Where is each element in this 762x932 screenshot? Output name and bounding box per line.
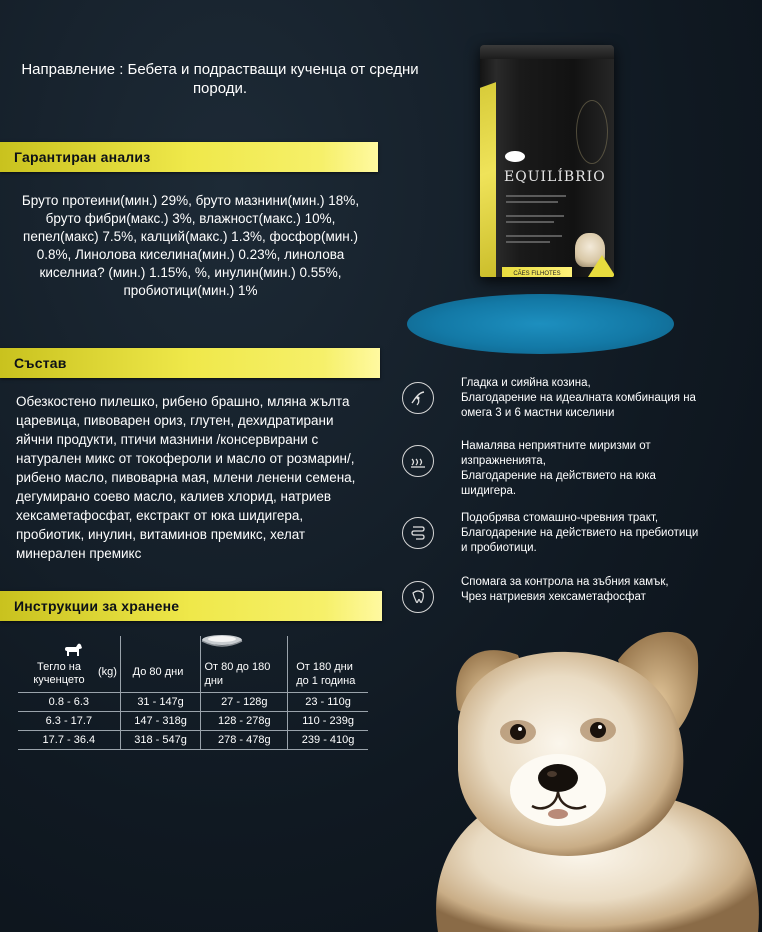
column-header: От 180 дни xyxy=(296,661,353,673)
shiny-coat-icon xyxy=(402,382,434,414)
benefit-line: Намалява неприятните миризми от xyxy=(461,440,651,452)
table-cell: 147 - 318g xyxy=(120,712,201,731)
table-cell: 128 - 278g xyxy=(201,712,288,731)
table-cell: 17.7 - 36.4 xyxy=(18,731,120,750)
bag-text-line xyxy=(506,195,566,197)
benefit-line: Благодарение на действието на юка xyxy=(461,470,656,482)
decorative-blue-ellipse xyxy=(407,294,674,354)
bag-circle-ornament xyxy=(576,100,608,164)
puppy-image xyxy=(398,620,762,932)
bag-yellow-triangle xyxy=(588,255,614,277)
table-row xyxy=(18,731,368,750)
section-title-composition: Състав xyxy=(14,355,67,371)
table-cell: 23 - 110g xyxy=(288,693,368,712)
benefit-text-digestion xyxy=(461,511,751,556)
bag-text-line xyxy=(506,221,554,223)
benefit-text-tartar xyxy=(461,575,751,605)
weight-header: кученцето xyxy=(33,674,85,686)
bag-brand-name: EQUILÍBRIO xyxy=(504,169,606,185)
section-bar-composition xyxy=(0,348,380,378)
benefit-line: Подобрява стомашно-чревния тракт, xyxy=(461,512,659,524)
section-title-analysis: Гарантиран анализ xyxy=(14,149,151,165)
benefit-line: Спомага за контрола на зъбния камък, xyxy=(461,576,669,588)
tartar-control-icon xyxy=(402,581,434,613)
table-cell: 110 - 239g xyxy=(288,712,368,731)
table-cell: 278 - 478g xyxy=(201,731,288,750)
table-cell: 318 - 547g xyxy=(120,731,201,750)
digestive-tract-icon xyxy=(402,517,434,549)
weight-header: Тегло на xyxy=(37,661,81,673)
feeding-table xyxy=(18,636,368,750)
benefit-line: шидигера. xyxy=(461,485,517,497)
table-cell: 239 - 410g xyxy=(288,731,368,750)
target-audience-text: Направление : Бебета и подрастващи кученца от средни породи. xyxy=(21,61,419,97)
column-header: до 1 година xyxy=(296,675,356,687)
benefit-line: Чрез натриевия хексаметафосфат xyxy=(461,591,646,603)
feeding-table-grid xyxy=(18,636,368,750)
bag-text-line xyxy=(506,215,564,217)
column-header: От 80 до 180 xyxy=(204,661,271,673)
table-row xyxy=(18,693,368,712)
bag-text-line xyxy=(506,235,562,237)
benefit-text-odor xyxy=(461,439,751,499)
brand-logo-icon xyxy=(505,151,525,162)
odor-reduction-icon xyxy=(402,445,434,477)
table-cell: 31 - 147g xyxy=(120,693,201,712)
weight-unit: (kg) xyxy=(98,666,117,678)
bag-text-line xyxy=(506,201,558,203)
benefit-line: омега 3 и 6 мастни киселини xyxy=(461,407,615,419)
bag-top-strip xyxy=(480,45,614,59)
table-cell: 0.8 - 6.3 xyxy=(18,693,120,712)
bag-text-line xyxy=(506,241,550,243)
benefit-text-coat xyxy=(461,376,751,421)
product-bag-image xyxy=(480,45,614,277)
table-header-row xyxy=(18,636,368,693)
benefit-line: и пробиотици. xyxy=(461,542,537,554)
column-header: дни xyxy=(204,675,224,687)
composition-text: Обезкостено пилешко, рибено брашно, мляна жълта царевица, пивоварен ориз, глутен, дехидратирани яйчни продукти, птичи мазнини /консервирани с натурален микс от токофероли и масло от розмарин/, рибено масло, пивоварна мая, млени ленени семена, дегумирано соево масло, калиев хлорид, натриев хексаметафосфат, екстракт от юка шидигера, пробиотик, инулин, витаминов премикс, хелат минерален премикс xyxy=(16,394,356,561)
section-title-feeding: Инструкции за хранене xyxy=(14,598,180,614)
section-bar-feeding xyxy=(0,591,382,621)
table-cell: 27 - 128g xyxy=(201,693,288,712)
table-cell: 6.3 - 17.7 xyxy=(18,712,120,731)
benefit-line: Благодарение на идеалната комбинация на xyxy=(461,392,696,404)
benefit-line: изпражненията, xyxy=(461,455,546,467)
analysis-text: Бруто протеини(мин.) 29%, бруто мазнини(мин.) 18%, бруто фибри(макс.) 3%, влажност(макс.) 10%, пепел(макс) 7.5%, калций(макс.) 1.3%, фосфор(мин.) 0.8%, Линолова киселина(мин.) 0.23%, линолова киселниа? (мин.) 1.15%, %, инулин(мин.) 0.55%, пробиотици(мин.) 1% xyxy=(21,193,360,298)
section-bar-analysis xyxy=(0,142,378,172)
table-row xyxy=(18,712,368,731)
column-header: До 80 дни xyxy=(132,666,184,678)
bag-product-tag: CÃES FILHOTES xyxy=(502,267,572,277)
benefit-line: Благодарение на действието на пребиотици xyxy=(461,527,699,539)
benefit-line: Гладка и сияйна козина, xyxy=(461,377,591,389)
